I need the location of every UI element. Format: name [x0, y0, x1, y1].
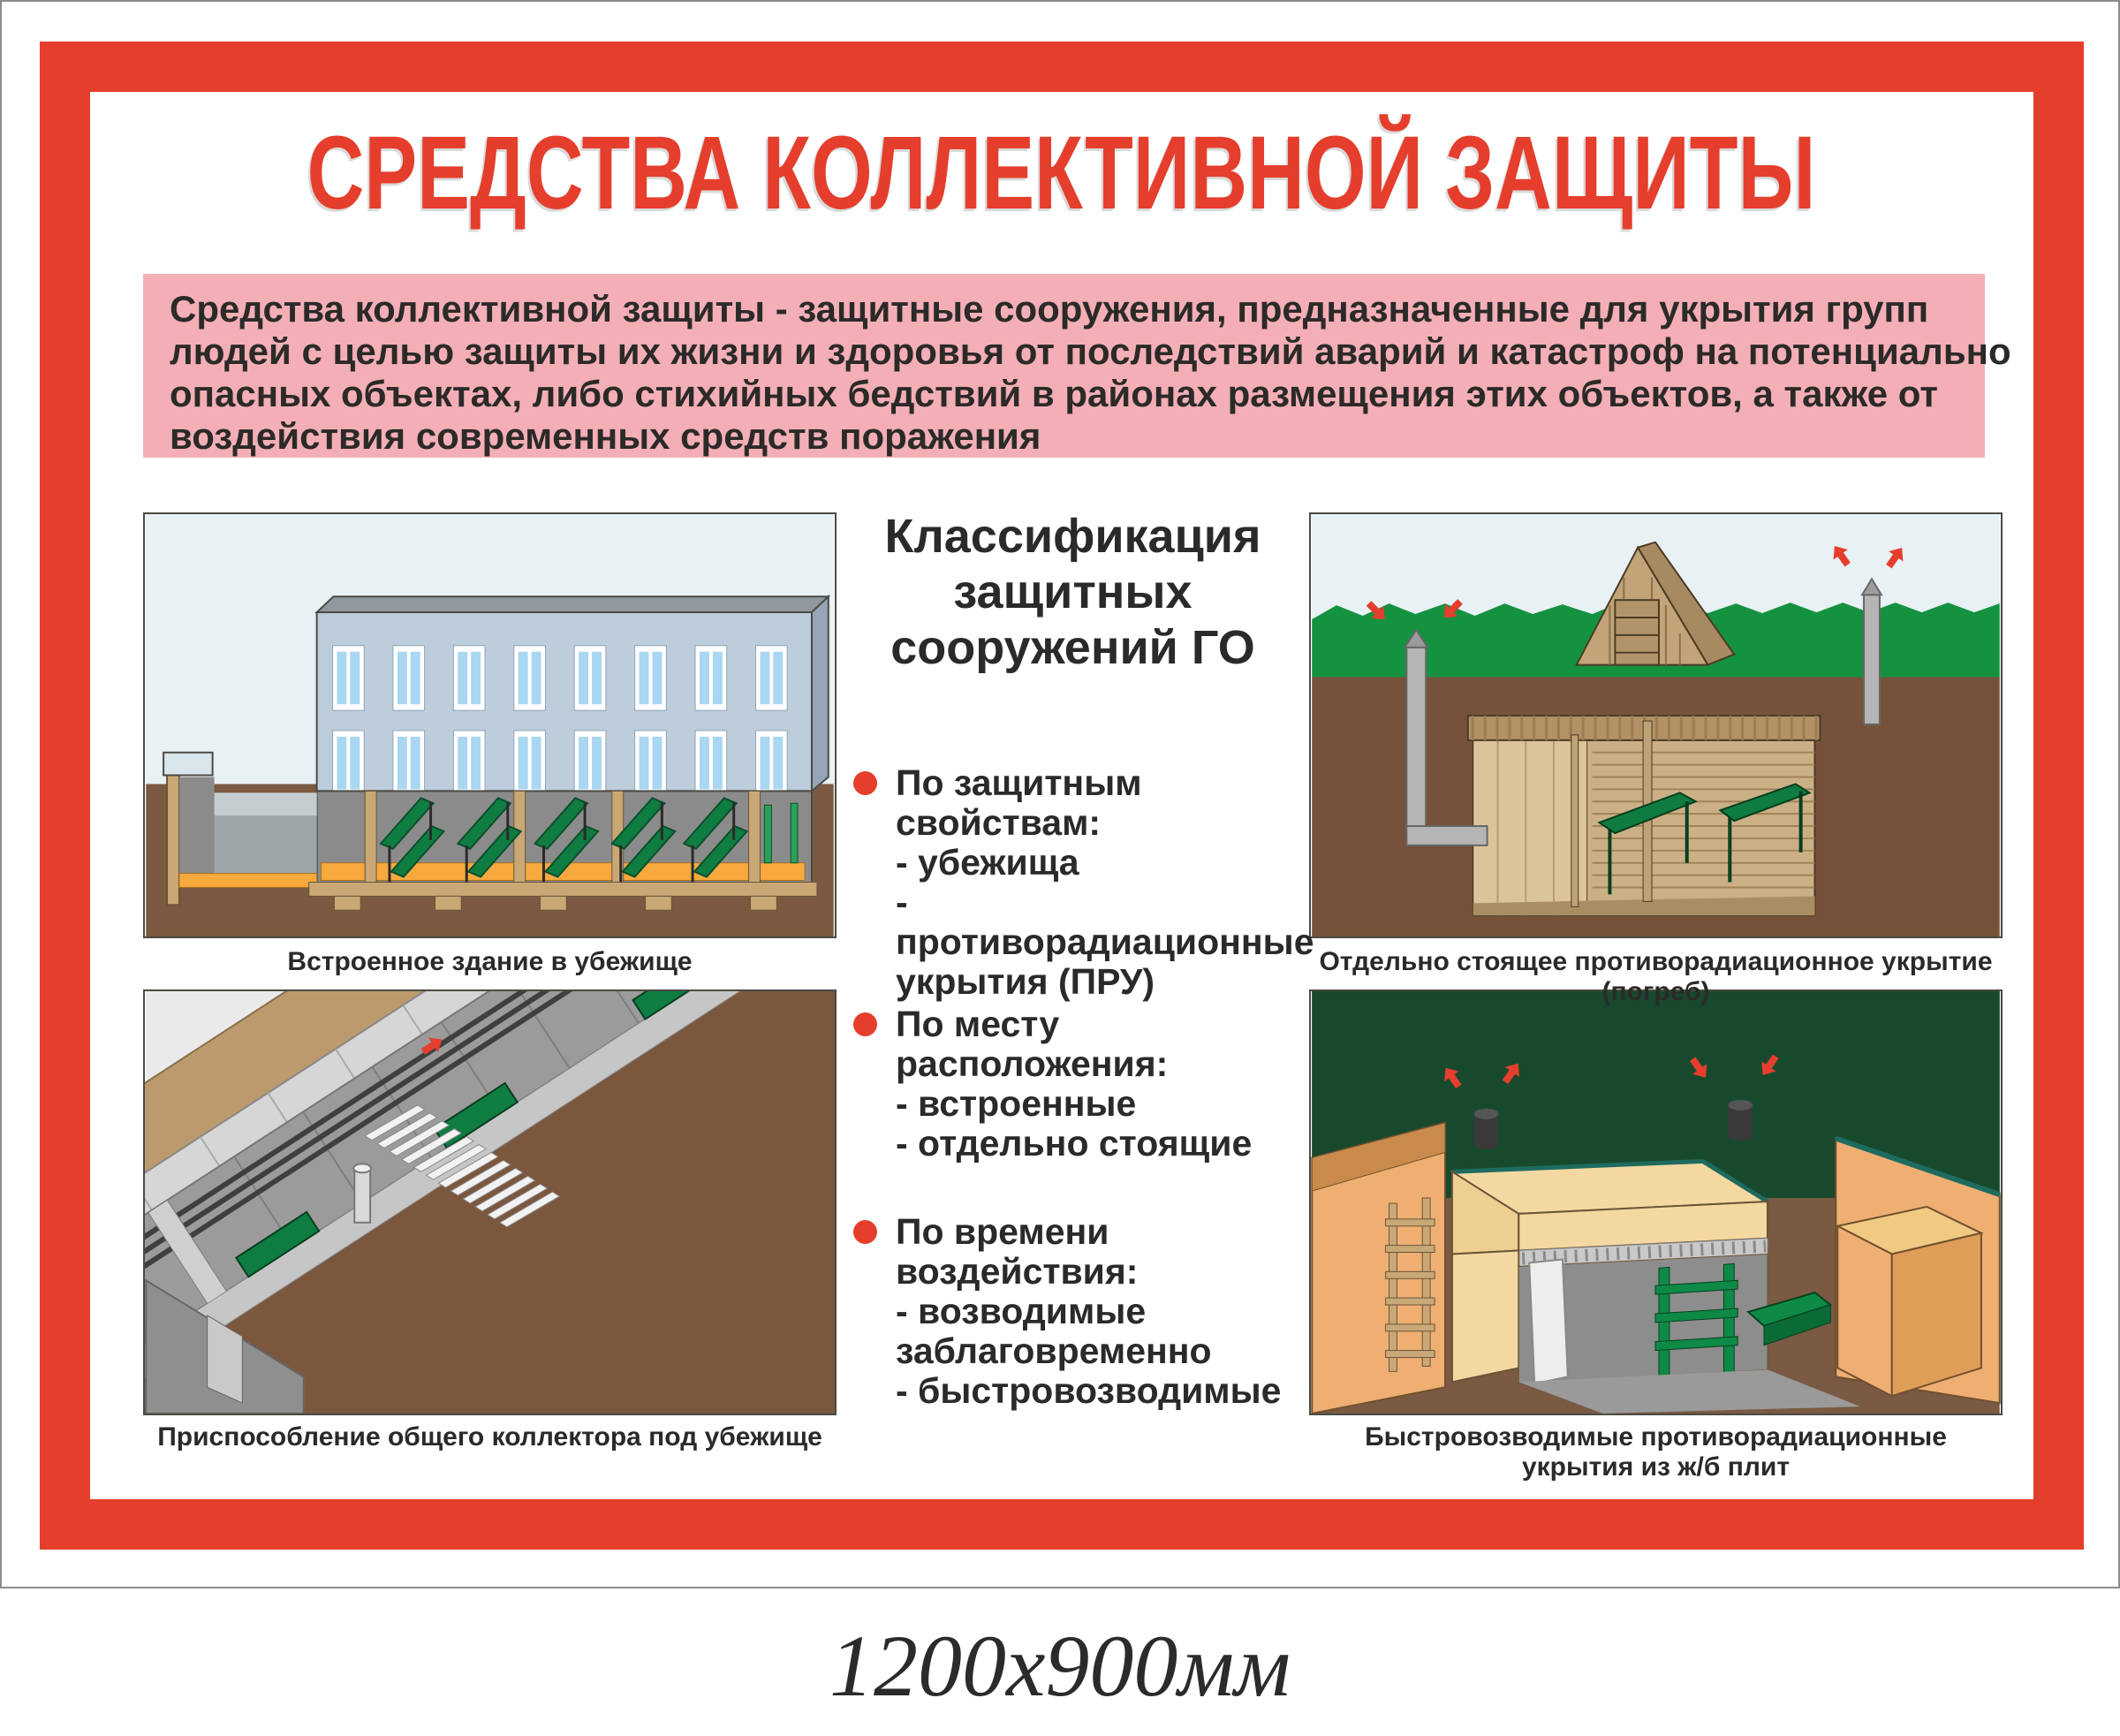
caption-fast-built-shelter: Быстровозводимые противорадиационные укрытия из ж/б плит: [1365, 1422, 1947, 1482]
vent-cylinder: [353, 1164, 371, 1222]
bullet-dot-icon: [853, 771, 877, 795]
panel-fast-built-shelter: [1309, 989, 2003, 1415]
intro-line: воздействия современных средств поражения: [170, 415, 1041, 457]
classification-heading-line: защитных: [953, 565, 1192, 618]
cellar-shelter-illustration: [1311, 514, 2001, 936]
caption-built-in-shelter: Встроенное здание в убежище: [287, 947, 693, 976]
bullet-item: - быстровозводимые: [896, 1370, 1282, 1411]
intro-box: [143, 274, 2011, 458]
bullet-item: - убежища: [896, 842, 1079, 883]
intro-line: опасных объектах, либо стихийных бедствий в районах размещения этих объектов, а также от: [170, 373, 1938, 414]
bullet-item: - возводимые: [896, 1291, 1147, 1331]
intro-line: Средства коллективной защиты - защитные сооружения, предназначенные для укрытия групп: [170, 288, 1929, 330]
bullet-title: По месту расположения:: [896, 1004, 1169, 1084]
classification-heading-line: сооружений ГО: [890, 621, 1255, 674]
bullet-item: заблаговременно: [896, 1330, 1212, 1371]
built-in-shelter-illustration: [145, 514, 835, 936]
poster-size-label: 1200x900мм: [829, 1617, 1291, 1715]
exhaust-vent-stub: [1474, 1109, 1499, 1149]
bullet-item: укрытия (ПРУ): [896, 961, 1155, 1002]
panel-built-in-shelter: [143, 512, 837, 938]
bullet-item: - отдельно стоящие: [896, 1123, 1253, 1164]
cellar-room: [1468, 716, 1821, 915]
storage-box: [1837, 1207, 1981, 1396]
bullet-item: - встроенные: [896, 1083, 1137, 1124]
page-title-text: СРЕДСТВА КОЛЛЕКТИВНОЙ ЗАЩИТЫ: [307, 115, 1816, 231]
bullet-location: [848, 1004, 1325, 1164]
intro-line: людей с целью защиты их жизни и здоровья от последствий аварий и катастроф на потенциально: [170, 330, 2011, 372]
bullet-item: - противорадиационные: [896, 882, 1314, 962]
classification-heading: [837, 509, 1309, 676]
exhaust-vent-pipe: [1862, 579, 1882, 724]
bullet-title: По времени воздействия:: [896, 1211, 1139, 1292]
bullet-title: По защитным свойствам:: [896, 762, 1142, 843]
panel-detached-cellar-shelter: [1309, 512, 2003, 938]
fast-built-shelter-illustration: [1311, 991, 2001, 1414]
page-title: [2, 113, 2120, 233]
bullet-protective-properties: [848, 763, 1325, 1002]
classification-heading-line: Классификация: [884, 510, 1261, 563]
bullet-dot-icon: [853, 1220, 877, 1244]
bullet-construction-time: [848, 1212, 1325, 1411]
collector-shelter-illustration: [145, 991, 835, 1414]
building: [317, 596, 829, 795]
intake-vent-stub: [1728, 1100, 1753, 1141]
panel-collector-shelter: [143, 989, 837, 1415]
caption-collector-shelter: Приспособление общего коллектора под убежище: [157, 1422, 822, 1452]
bullet-dot-icon: [853, 1012, 877, 1036]
caption-detached-cellar-shelter: Отдельно стоящее противорадиационное укрытие (погреб): [1319, 947, 1993, 1006]
